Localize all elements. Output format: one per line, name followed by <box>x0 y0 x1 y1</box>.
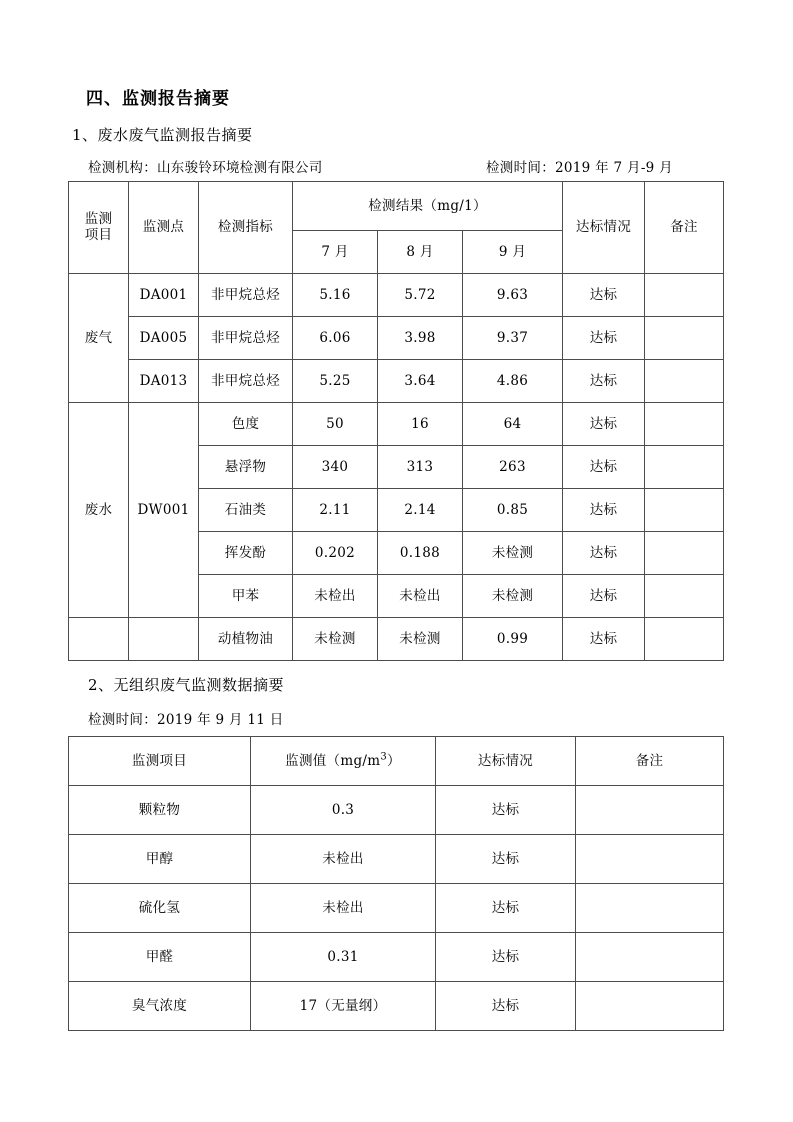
cell-indicator: 非甲烷总烃 <box>199 317 293 360</box>
cell-compliance: 达标 <box>563 575 645 618</box>
cell-indicator: 甲苯 <box>199 575 293 618</box>
page-title: 四、监测报告摘要 <box>86 89 230 109</box>
cell-remark <box>576 982 724 1031</box>
cell-aug: 3.64 <box>378 360 463 403</box>
cell-sep: 4.86 <box>463 360 563 403</box>
table-row <box>69 618 724 661</box>
cell-remark <box>645 446 724 489</box>
header-remark: 备注 <box>576 737 724 786</box>
table-row <box>69 884 724 933</box>
cell-point: DA005 <box>129 317 199 360</box>
cell-compliance: 达标 <box>563 532 645 575</box>
header-monitor-item <box>69 182 129 274</box>
cell-jul: 2.11 <box>293 489 378 532</box>
cell-sep: 未检测 <box>463 575 563 618</box>
cell-jul: 6.06 <box>293 317 378 360</box>
header-monitor-value <box>251 737 436 786</box>
cell-value: 17（无量纲） <box>251 982 436 1031</box>
table-row <box>69 982 724 1031</box>
cell-sep: 9.63 <box>463 274 563 317</box>
header-monitor-point: 监测点 <box>129 182 199 274</box>
header-monitor-item-line2: 项目 <box>84 226 113 243</box>
header-month-jul: 7 月 <box>293 231 378 274</box>
table-header-row <box>69 737 724 786</box>
cell-value: 0.3 <box>251 786 436 835</box>
cell-aug: 2.14 <box>378 489 463 532</box>
cell-compliance: 达标 <box>563 489 645 532</box>
cell-compliance: 达标 <box>563 360 645 403</box>
table-row <box>69 786 724 835</box>
header-monitor-item-line1: 监测 <box>84 210 113 227</box>
cell-value: 未检出 <box>251 835 436 884</box>
cell-compliance: 达标 <box>436 786 576 835</box>
table-row <box>69 317 724 360</box>
cell-compliance: 达标 <box>563 618 645 661</box>
table-row <box>69 274 724 317</box>
cell-compliance: 达标 <box>563 403 645 446</box>
header-monitor-value-text <box>285 753 401 769</box>
cell-remark <box>645 575 724 618</box>
cell-indicator: 悬浮物 <box>199 446 293 489</box>
table-row <box>69 403 724 446</box>
cell-remark <box>576 884 724 933</box>
wastewater-waste-gas-table <box>68 181 724 661</box>
cell-value: 未检出 <box>251 884 436 933</box>
cell-compliance: 达标 <box>563 317 645 360</box>
cell-item: 硫化氢 <box>69 884 251 933</box>
testing-date-line: 检测时间：2019 年 9 月 11 日 <box>88 712 284 728</box>
header-month-sep: 9 月 <box>463 231 563 274</box>
cell-compliance: 达标 <box>436 884 576 933</box>
group-label-empty <box>69 618 129 661</box>
cell-compliance: 达标 <box>436 933 576 982</box>
header-compliance: 达标情况 <box>563 182 645 274</box>
cell-item: 颗粒物 <box>69 786 251 835</box>
cell-jul: 未检测 <box>293 618 378 661</box>
cell-jul: 340 <box>293 446 378 489</box>
testing-period-line: 检测时间：2019 年 7 月-9 月 <box>486 160 673 176</box>
cell-remark <box>645 618 724 661</box>
header-value-suffix: ） <box>387 753 401 770</box>
group-label-waste-gas: 废气 <box>69 274 129 403</box>
header-monitor-item: 监测项目 <box>69 737 251 786</box>
header-indicator: 检测指标 <box>199 182 293 274</box>
cell-sep: 263 <box>463 446 563 489</box>
cell-sep: 未检测 <box>463 532 563 575</box>
cell-jul: 0.202 <box>293 532 378 575</box>
header-remark: 备注 <box>645 182 724 274</box>
cell-indicator: 非甲烷总烃 <box>199 274 293 317</box>
header-compliance: 达标情况 <box>436 737 576 786</box>
header-results-group: 检测结果（mg/1） <box>293 182 563 231</box>
testing-agency-line: 检测机构：山东骏铃环境检测有限公司 <box>88 160 323 176</box>
cell-jul: 50 <box>293 403 378 446</box>
cell-aug: 16 <box>378 403 463 446</box>
cell-point-empty <box>129 618 199 661</box>
cell-remark <box>645 489 724 532</box>
cell-remark <box>645 360 724 403</box>
cell-point: DA013 <box>129 360 199 403</box>
subsection-1-heading: 1、废水废气监测报告摘要 <box>72 126 253 144</box>
cell-sep: 64 <box>463 403 563 446</box>
cell-item: 臭气浓度 <box>69 982 251 1031</box>
header-value-prefix: 监测值（mg/m <box>285 753 381 770</box>
cell-remark <box>576 786 724 835</box>
header-month-aug: 8 月 <box>378 231 463 274</box>
cell-remark <box>645 403 724 446</box>
cell-aug: 未检测 <box>378 618 463 661</box>
cell-sep: 9.37 <box>463 317 563 360</box>
table-row <box>69 835 724 884</box>
group-label-wastewater: 废水 <box>69 403 129 618</box>
cell-compliance: 达标 <box>436 982 576 1031</box>
cell-value: 0.31 <box>251 933 436 982</box>
cell-aug: 5.72 <box>378 274 463 317</box>
cell-jul: 未检出 <box>293 575 378 618</box>
cell-indicator: 色度 <box>199 403 293 446</box>
table-row <box>69 360 724 403</box>
cell-remark <box>576 933 724 982</box>
cell-compliance: 达标 <box>436 835 576 884</box>
cell-indicator: 非甲烷总烃 <box>199 360 293 403</box>
cell-indicator: 石油类 <box>199 489 293 532</box>
cell-indicator: 挥发酚 <box>199 532 293 575</box>
header-value-superscript: 3 <box>380 751 388 763</box>
cell-jul: 5.25 <box>293 360 378 403</box>
cell-jul: 5.16 <box>293 274 378 317</box>
cell-compliance: 达标 <box>563 446 645 489</box>
cell-compliance: 达标 <box>563 274 645 317</box>
subsection-2-heading: 2、无组织废气监测数据摘要 <box>88 676 285 694</box>
cell-aug: 未检出 <box>378 575 463 618</box>
cell-remark <box>645 274 724 317</box>
fugitive-waste-gas-table <box>68 736 724 1031</box>
cell-remark <box>645 532 724 575</box>
cell-aug: 313 <box>378 446 463 489</box>
cell-aug: 0.188 <box>378 532 463 575</box>
cell-remark <box>576 835 724 884</box>
cell-item: 甲醛 <box>69 933 251 982</box>
cell-sep: 0.85 <box>463 489 563 532</box>
cell-aug: 3.98 <box>378 317 463 360</box>
table-row <box>69 933 724 982</box>
cell-point: DA001 <box>129 274 199 317</box>
cell-indicator: 动植物油 <box>199 618 293 661</box>
cell-sep: 0.99 <box>463 618 563 661</box>
cell-remark <box>645 317 724 360</box>
table-header-row-1 <box>69 182 724 231</box>
cell-item: 甲醇 <box>69 835 251 884</box>
cell-point-dw001: DW001 <box>129 403 199 618</box>
